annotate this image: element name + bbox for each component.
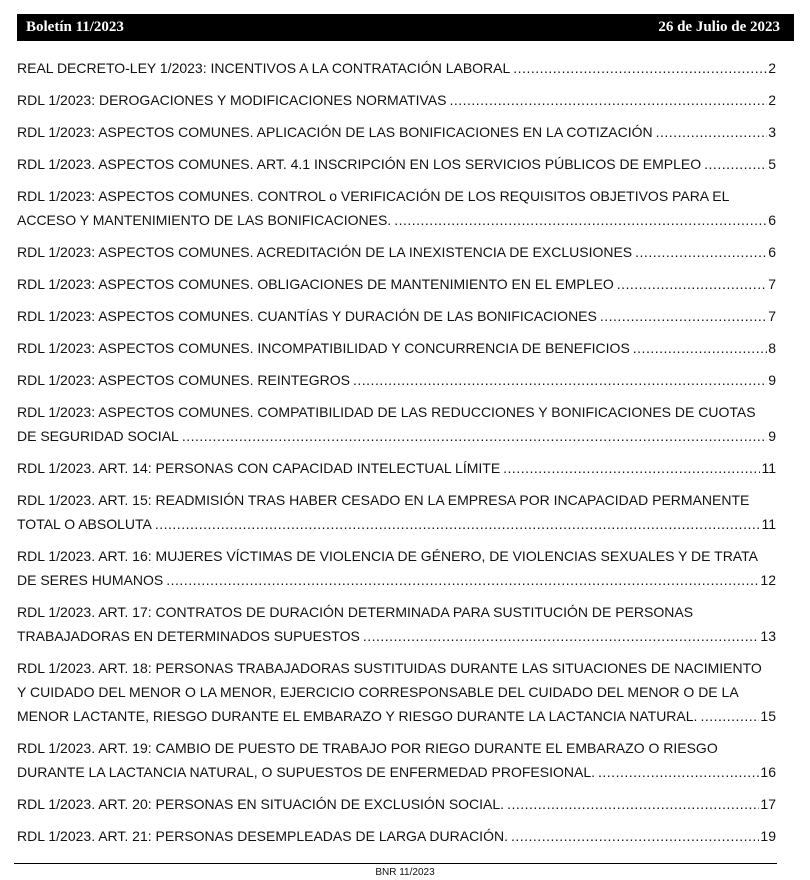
toc-entry-title: RDL 1/2023: DEROGACIONES Y MODIFICACIONES NORMATIVAS (17, 92, 447, 108)
toc-entry-page: 16 (760, 764, 776, 780)
toc-entry-title-line: RDL 1/2023. ART. 18: PERSONAS TRABAJADORAS SUSTITUIDAS DURANTE LAS SITUACIONES DE NACIMIENTO (17, 660, 762, 676)
toc-entry[interactable] (17, 456, 776, 480)
dot-leader (511, 824, 759, 848)
toc-entry-title: RDL 1/2023: ASPECTOS COMUNES. APLICACIÓN DE LAS BONIFICACIONES EN LA COTIZACIÓN (17, 124, 653, 140)
toc-entry[interactable] (17, 656, 776, 728)
toc-entry[interactable] (17, 488, 776, 536)
toc-entry-title-line: Y CUIDADO DEL MENOR O LA MENOR, EJERCICIO CORRESPONSABLE DEL CUIDADO DEL MENOR O DE LA (17, 684, 739, 700)
dot-leader (507, 792, 759, 816)
dot-leader (503, 456, 760, 480)
dot-leader (704, 152, 767, 176)
dot-leader (600, 304, 767, 328)
toc-entry[interactable] (17, 152, 776, 176)
dot-leader (513, 56, 767, 80)
toc-entry-title-line: DE SERES HUMANOS (17, 572, 164, 588)
toc-entry-title: RDL 1/2023. ART. 21: PERSONAS DESEMPLEADAS DE LARGA DURACIÓN. (17, 828, 508, 844)
dot-leader (394, 208, 767, 232)
toc-entry-title: REAL DECRETO-LEY 1/2023: INCENTIVOS A LA CONTRATACIÓN LABORAL (17, 60, 511, 76)
toc-entry-page: 19 (760, 828, 776, 844)
toc-entry-page: 6 (768, 212, 776, 228)
toc-entry-title-line: RDL 1/2023: ASPECTOS COMUNES. CONTROL o VERIFICACIÓN DE LOS REQUISITOS OBJETIVOS PARA EL (17, 188, 730, 204)
footer-label: BNR 11/2023 (375, 867, 435, 878)
toc-entry[interactable] (17, 120, 776, 144)
toc-entry-title-line: RDL 1/2023. ART. 19: CAMBIO DE PUESTO DE TRABAJO POR RIEGO DURANTE EL EMBARAZO O RIESGO (17, 740, 718, 756)
toc-entry[interactable] (17, 792, 776, 816)
toc-entry-title: RDL 1/2023: ASPECTOS COMUNES. OBLIGACIONES DE MANTENIMIENTO EN EL EMPLEO (17, 276, 614, 292)
dot-leader (635, 240, 767, 264)
toc-entry-title: RDL 1/2023: ASPECTOS COMUNES. INCOMPATIBILIDAD Y CONCURRENCIA DE BENEFICIOS (17, 340, 630, 356)
toc-entry[interactable] (17, 824, 776, 848)
toc-entry[interactable] (17, 240, 776, 264)
toc-entry[interactable] (17, 736, 776, 784)
toc-entry[interactable] (17, 184, 776, 232)
toc-entry-title-line: TOTAL O ABSOLUTA (17, 516, 152, 532)
toc-entry-title-line: RDL 1/2023. ART. 16: MUJERES VÍCTIMAS DE VIOLENCIA DE GÉNERO, DE VIOLENCIAS SEXUALES Y DE TRATA (17, 548, 758, 564)
toc-entry[interactable] (17, 88, 776, 112)
toc-entry-page: 11 (761, 516, 776, 532)
toc-entry-title: RDL 1/2023. ART. 20: PERSONAS EN SITUACIÓN DE EXCLUSIÓN SOCIAL. (17, 796, 505, 812)
footer-divider (14, 863, 777, 864)
toc-entry[interactable] (17, 544, 776, 592)
toc-entry-title-line: DURANTE LA LACTANCIA NATURAL, O SUPUESTOS DE ENFERMEDAD PROFESIONAL. (17, 764, 596, 780)
toc-entry[interactable] (17, 56, 776, 80)
toc-entry[interactable] (17, 272, 776, 296)
toc-entry-page: 6 (768, 244, 776, 260)
toc-entry-title: RDL 1/2023. ASPECTOS COMUNES. ART. 4.1 INSCRIPCIÓN EN LOS SERVICIOS PÚBLICOS DE EMPLEO (17, 156, 702, 172)
dot-leader (633, 336, 767, 360)
toc-entry[interactable] (17, 304, 776, 328)
toc-entry-page: 3 (768, 124, 776, 140)
toc-entry-title-line: TRABAJADORAS EN DETERMINADOS SUPUESTOS (17, 628, 360, 644)
toc-entry-title-line: MENOR LACTANTE, RIESGO DURANTE EL EMBARAZO Y RIESGO DURANTE LA LACTANCIA NATURAL. (17, 708, 698, 724)
toc-entry-title: RDL 1/2023: ASPECTOS COMUNES. CUANTÍAS Y DURACIÓN DE LAS BONIFICACIONES (17, 308, 597, 324)
dot-leader (617, 272, 767, 296)
toc-entry-title: RDL 1/2023. ART. 14: PERSONAS CON CAPACIDAD INTELECTUAL LÍMITE (17, 460, 501, 476)
dot-leader (656, 120, 768, 144)
dot-leader (182, 424, 767, 448)
toc-entry-title-line: RDL 1/2023. ART. 15: READMISIÓN TRAS HABER CESADO EN LA EMPRESA POR INCAPACIDAD PERMANENTE (17, 492, 750, 508)
dot-leader (166, 568, 759, 592)
dot-leader (353, 368, 767, 392)
toc-entry-title-line: RDL 1/2023: ASPECTOS COMUNES. COMPATIBILIDAD DE LAS REDUCCIONES Y BONIFICACIONES DE CUOTAS (17, 404, 756, 420)
dot-leader (598, 760, 759, 784)
table-of-contents (17, 56, 776, 844)
toc-entry-title: RDL 1/2023: ASPECTOS COMUNES. REINTEGROS (17, 372, 350, 388)
toc-entry[interactable] (17, 600, 776, 648)
toc-entry-title-line: DE SEGURIDAD SOCIAL (17, 428, 179, 444)
toc-entry-page: 9 (768, 372, 776, 388)
toc-entry-page: 15 (760, 708, 776, 724)
toc-entry-page: 5 (768, 156, 776, 172)
toc-entry-page: 7 (768, 308, 776, 324)
toc-entry-page: 9 (768, 428, 776, 444)
toc-entry-page: 8 (768, 340, 776, 356)
toc-entry[interactable] (17, 336, 776, 360)
toc-entry-page: 17 (760, 796, 776, 812)
dot-leader (155, 512, 761, 536)
toc-entry-page: 11 (761, 460, 776, 476)
dot-leader (363, 624, 760, 648)
bulletin-date: 26 de Julio de 2023 (658, 19, 780, 35)
bulletin-number: Boletín 11/2023 (26, 19, 124, 35)
toc-entry-title: RDL 1/2023: ASPECTOS COMUNES. ACREDITACIÓN DE LA INEXISTENCIA DE EXCLUSIONES (17, 244, 633, 260)
toc-entry-page: 12 (760, 572, 776, 588)
toc-entry-title-line: ACCESO Y MANTENIMIENTO DE LAS BONIFICACIONES. (17, 212, 392, 228)
toc-entry-title-line: RDL 1/2023. ART. 17: CONTRATOS DE DURACIÓN DETERMINADA PARA SUSTITUCIÓN DE PERSONAS (17, 604, 694, 620)
dot-leader (700, 704, 759, 728)
dot-leader (449, 88, 767, 112)
toc-entry-page: 2 (768, 92, 776, 108)
toc-entry-page: 7 (768, 276, 776, 292)
toc-entry[interactable] (17, 368, 776, 392)
toc-entry-page: 2 (768, 60, 776, 76)
toc-entry[interactable] (17, 400, 776, 448)
bulletin-header (17, 14, 794, 41)
toc-entry-page: 13 (760, 628, 776, 644)
